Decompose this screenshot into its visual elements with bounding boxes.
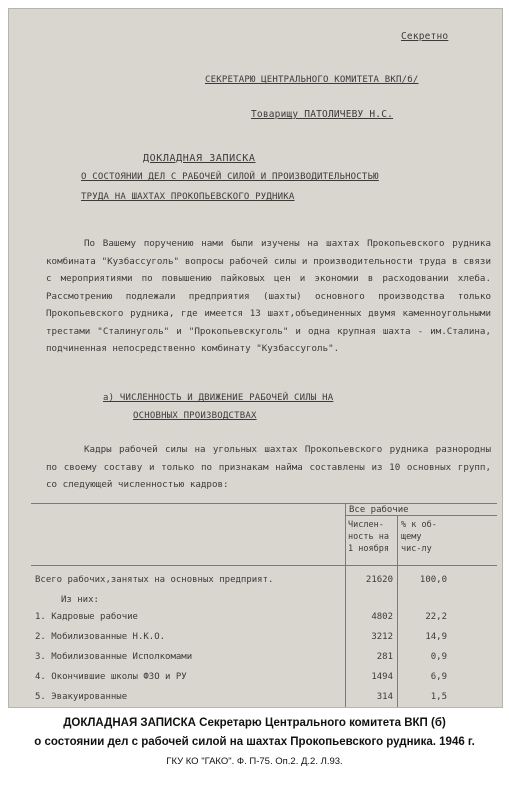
- archive-document-scan: [8, 8, 503, 708]
- secret-stamp: Секретно: [401, 31, 449, 42]
- caption-line-1: [0, 714, 509, 733]
- table-header-rule: [31, 565, 497, 566]
- table-row-2-label: 2. Мобилизованные Н.К.О.: [35, 632, 166, 642]
- caption-line-2: о состоянии дел с рабочей силой на шахтах Прокопьевского рудника. 1946 г.: [34, 736, 475, 748]
- table-row-3-label: 3. Мобилизованные Исполкомами: [35, 652, 193, 662]
- table-row-1-label: 1. Кадровые рабочие: [35, 612, 138, 622]
- table-row-4-count: 1494: [371, 672, 393, 682]
- table-header-group: Все рабочие: [349, 505, 409, 515]
- table-top-rule: [31, 503, 497, 504]
- table-col2-header: % к об-щему чис-лу: [401, 520, 437, 554]
- table-row-3-count: 281: [376, 652, 393, 662]
- document-heading: ДОКЛАДНАЯ ЗАПИСКА: [143, 153, 256, 164]
- caption-title: ДОКЛАДНАЯ ЗАПИСКА: [63, 717, 196, 729]
- addressee-line-2: Товарищу ПАТОЛИЧЕВУ Н.С.: [251, 109, 394, 120]
- section-heading-line-2: ОСНОВНЫХ ПРОИЗВОДСТВАХ: [133, 411, 257, 421]
- table-col1-header: Числен-ность на 1 ноября: [348, 520, 389, 554]
- subject-line-1: О СОСТОЯНИИ ДЕЛ С РАБОЧЕЙ СИЛОЙ И ПРОИЗВОДИТЕЛЬНОСТЬЮ: [81, 172, 379, 182]
- image-caption: [0, 714, 509, 772]
- table-row-2-count: 3212: [371, 632, 393, 642]
- table-col-divider-2: [397, 515, 398, 707]
- table-col-divider-1: [345, 503, 346, 707]
- table-row-3-pct: 0,9: [430, 652, 447, 662]
- table-total-count: 21620: [365, 575, 393, 585]
- addressee-line-1: СЕКРЕТАРЮ ЦЕНТРАЛЬНОГО КОМИТЕТА ВКП/б/: [205, 75, 419, 85]
- body-paragraph-1: По Вашему поручению нами были изучены на шахтах Прокопьевского рудника комбината "Кузбассуголь" вопросы рабочей силы и производительности труда в связи с мероприятиями по повышению пайковых цен и экономии в расходовании хлеба. Рассмотрению подлежали предприятия (шахты) основного производства только Прокопьевского рудника, где имеется 13 шахт,объединенных двумя каменноугольными трестами "Сталинуголь" и "Прокопьевскуголь" и одна крупная шахта - им.Сталина, подчиненная непосредственно комбинату "Кузбассуголь".: [46, 238, 491, 354]
- table-row-1-pct: 22,2: [425, 612, 447, 622]
- caption-source: ГКУ КО "ГАКО". Ф. П-75. Оп.2. Д.2. Л.93.: [166, 756, 343, 767]
- table-row-1-count: 4802: [371, 612, 393, 622]
- table-row-5-pct: 1,5: [430, 692, 447, 702]
- section-heading-line-1: а) ЧИСЛЕННОСТЬ И ДВИЖЕНИЕ РАБОЧЕЙ СИЛЫ НА: [103, 393, 334, 403]
- table-subheader: Из них:: [61, 595, 99, 605]
- table-total-label: Всего рабочих,занятых на основных предприят.: [35, 575, 274, 585]
- body-paragraph-2: Кадры рабочей силы на угольных шахтах Прокопьевского рудника разнородны по своему составу и только по признакам найма составлены из 10 основных групп, со следующей численностью кадров:: [46, 444, 491, 490]
- subject-line-2: ТРУДА НА ШАХТАХ ПРОКОПЬЕВСКОГО РУДНИКА: [81, 192, 295, 202]
- table-row-5-label: 5. Эвакуированные: [35, 692, 128, 702]
- caption-title-rest: Секретарю Центрального комитета ВКП (б): [195, 717, 446, 729]
- table-row-4-label: 4. Окончившие школы ФЗО и РУ: [35, 672, 187, 682]
- table-group-rule: [345, 515, 497, 516]
- table-row-4-pct: 6,9: [430, 672, 447, 682]
- table-row-2-pct: 14,9: [425, 632, 447, 642]
- table-row-5-count: 314: [376, 692, 393, 702]
- table-total-pct: 100,0: [419, 575, 447, 585]
